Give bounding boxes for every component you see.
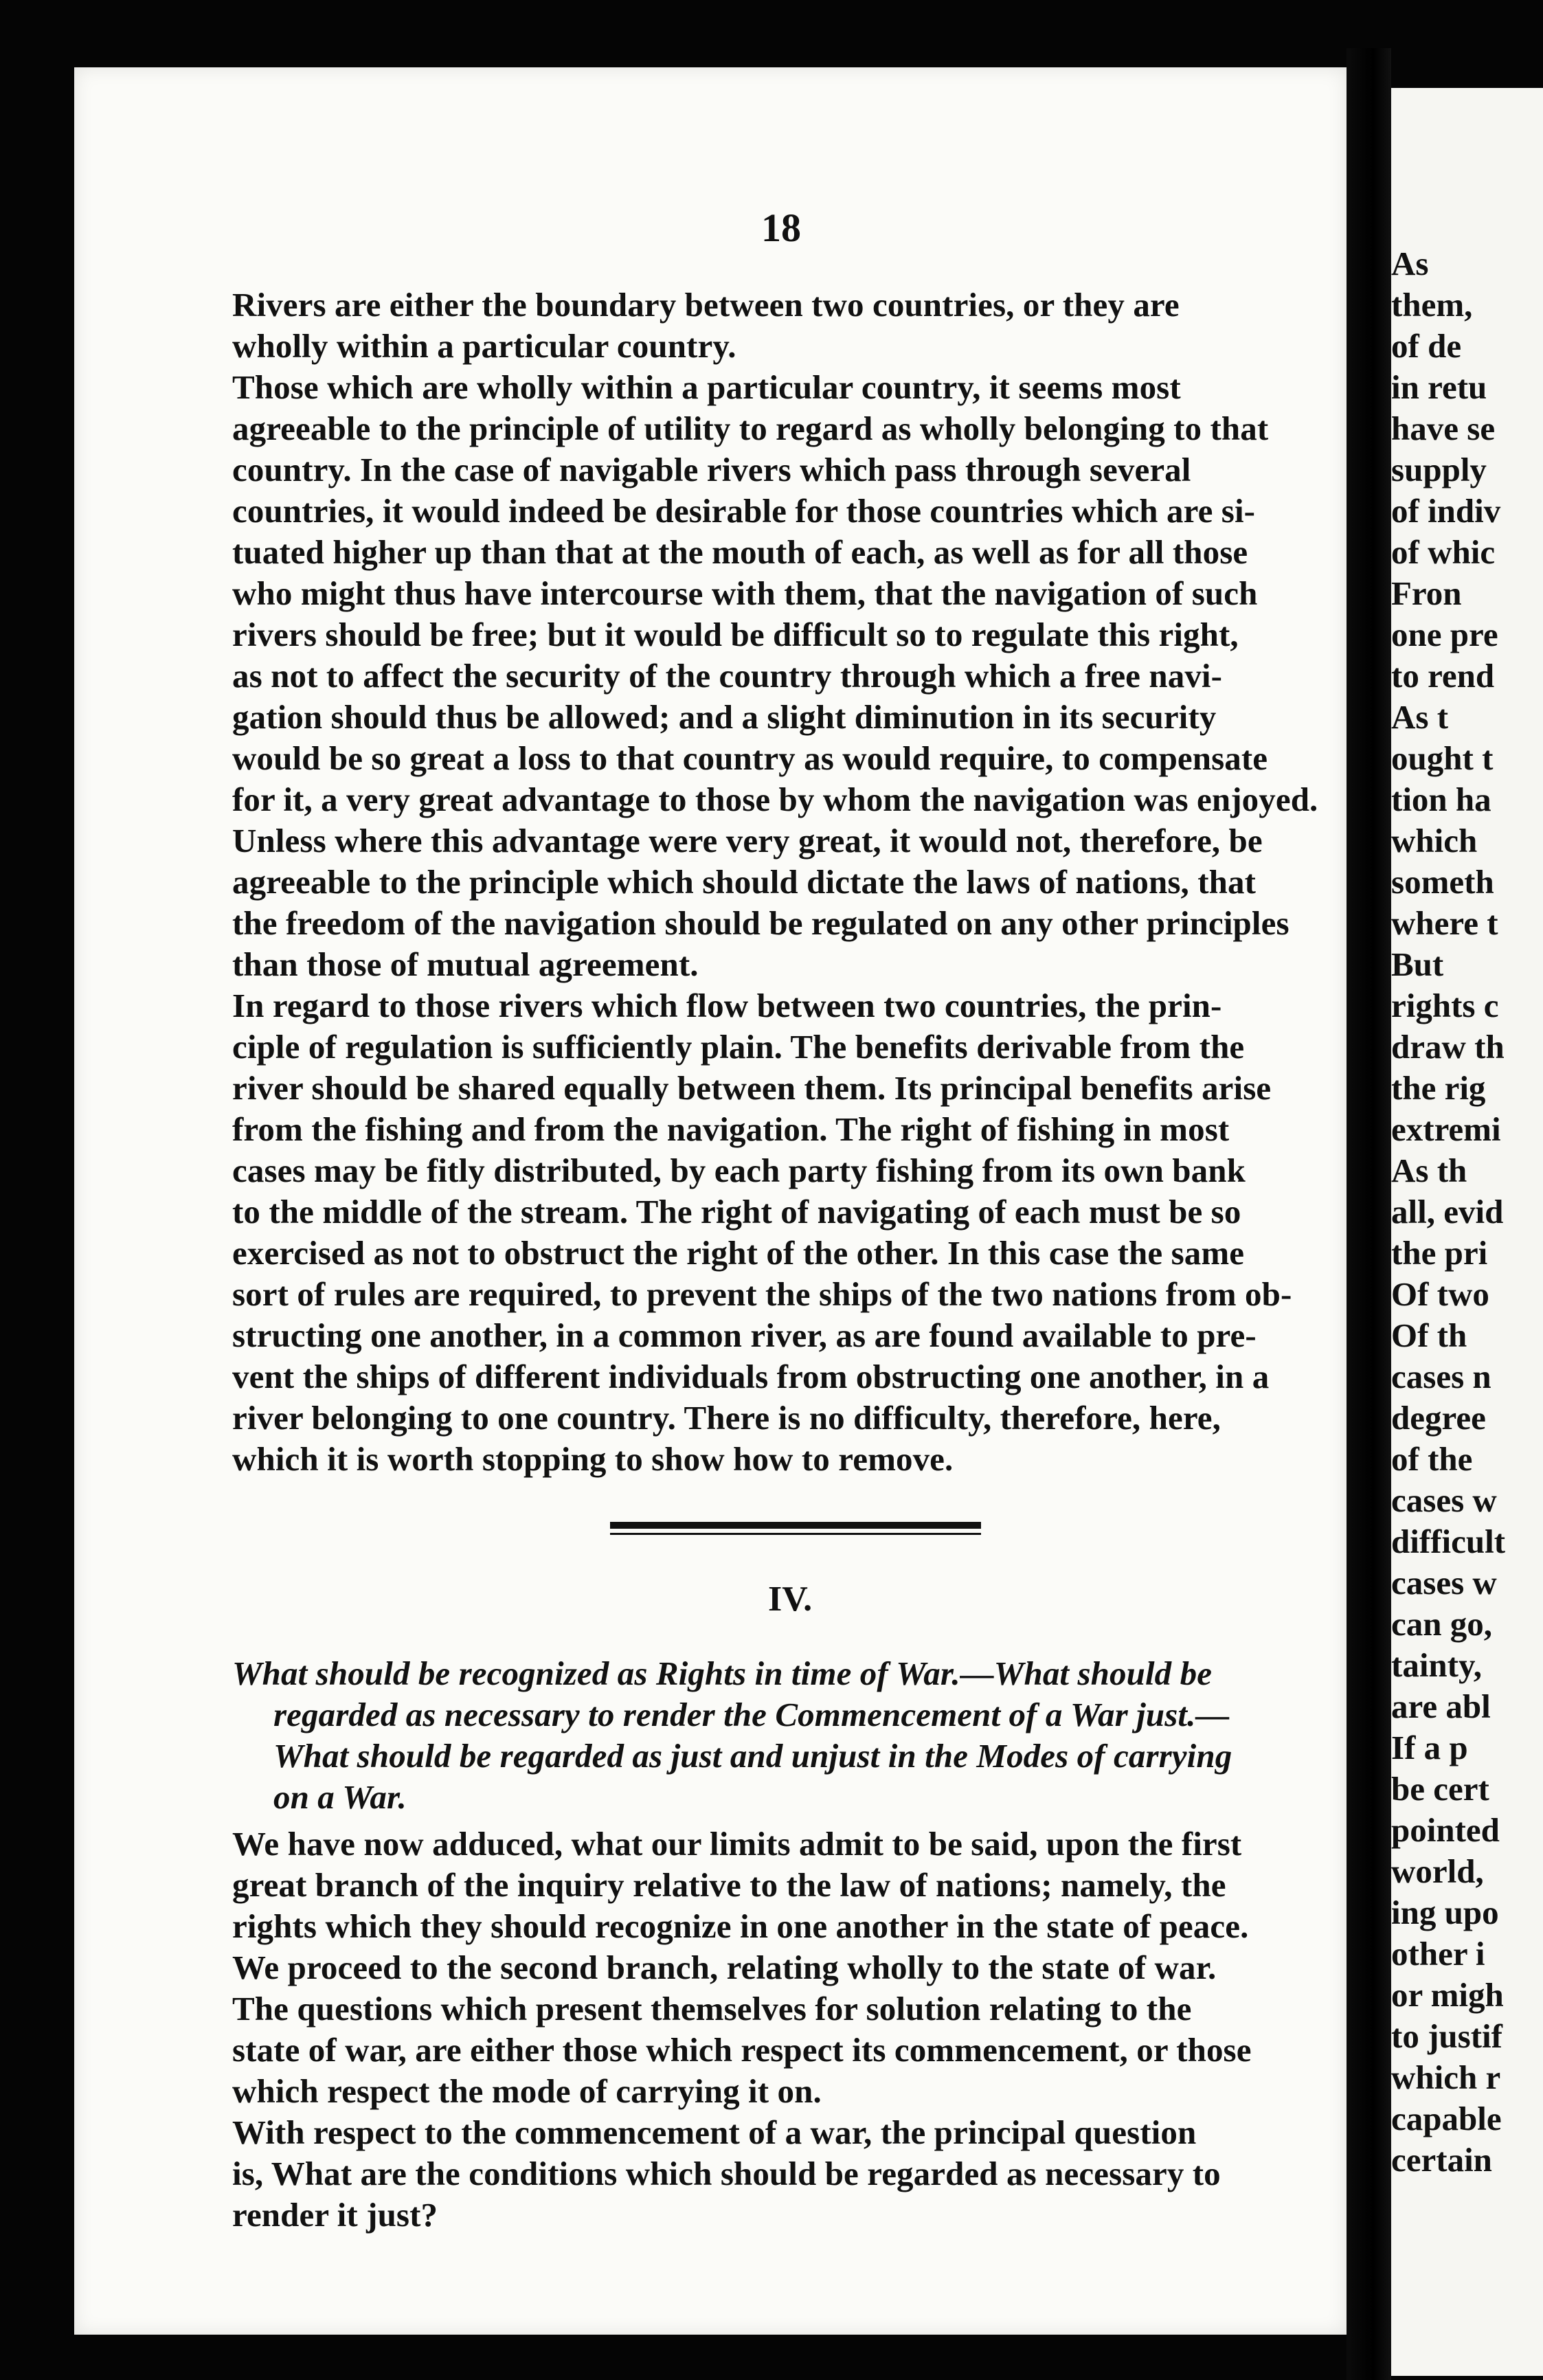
adjacent-line: are abl [1391, 1687, 1491, 1725]
adjacent-line: can go, [1391, 1605, 1492, 1643]
adjacent-line: ing upo [1391, 1894, 1499, 1931]
book-gutter [1347, 48, 1391, 2380]
section-title-line-3: What should be regarded as just and unjust in the Modes of carrying [273, 1737, 1232, 1775]
page-number: 18 [761, 205, 801, 250]
section-rule-thick [610, 1522, 981, 1529]
after-section-line-1: We have now adduced, what our limits admit to be said, upon the first [232, 1825, 1242, 1863]
body-line-11: gation should thus be allowed; and a slight diminution in its security [232, 698, 1217, 736]
body-line-17: than those of mutual agreement. [232, 945, 699, 983]
adjacent-line: to justif [1391, 2017, 1502, 2055]
adjacent-line: degree [1391, 1399, 1486, 1437]
body-line-25: sort of rules are required, to prevent the ships of the two nations from ob- [232, 1275, 1292, 1313]
adjacent-line: have se [1391, 409, 1496, 447]
body-line-29: which it is worth stopping to show how to remove. [232, 1440, 954, 1478]
adjacent-line: Of th [1391, 1316, 1467, 1354]
body-line-22: cases may be fitly distributed, by each party fishing from its own bank [232, 1152, 1246, 1189]
after-section-line-8: With respect to the commencement of a war, the principal question [232, 2113, 1197, 2151]
adjacent-line: difficult [1391, 1523, 1506, 1560]
adjacent-line: of indiv [1391, 492, 1501, 530]
body-line-28: river belonging to one country. There is no difficulty, therefore, here, [232, 1399, 1221, 1437]
body-line-14: Unless where this advantage were very great, it would not, therefore, be [232, 822, 1263, 860]
adjacent-line: all, evid [1391, 1193, 1504, 1231]
adjacent-line: of whic [1391, 533, 1496, 571]
adjacent-line: them, [1391, 286, 1473, 324]
after-section-line-10: render it just? [232, 2196, 438, 2234]
section-rule-thin [610, 1533, 981, 1535]
body-line-3: Those which are wholly within a particular country, it seems most [232, 368, 1181, 406]
body-line-5: country. In the case of navigable rivers which pass through several [232, 451, 1191, 489]
body-line-10: as not to affect the security of the country through which a free navi- [232, 657, 1223, 695]
adjacent-line: cases n [1391, 1358, 1491, 1395]
after-section-line-2: great branch of the inquiry relative to the law of nations; namely, the [232, 1866, 1226, 1904]
adjacent-line: of the [1391, 1440, 1473, 1478]
body-line-12: would be so great a loss to that country as would require, to compensate [232, 739, 1268, 777]
body-line-23: to the middle of the stream. The right of navigating of each must be so [232, 1193, 1241, 1231]
body-line-2: wholly within a particular country. [232, 327, 736, 365]
body-line-4: agreeable to the principle of utility to regard as wholly belonging to that [232, 409, 1269, 447]
adjacent-line: pointed [1391, 1811, 1500, 1849]
adjacent-line: the pri [1391, 1234, 1488, 1272]
body-line-27: vent the ships of different individuals from obstructing one another, in a [232, 1358, 1270, 1395]
body-line-9: rivers should be free; but it would be difficult so to regulate this right, [232, 616, 1239, 653]
adjacent-line: someth [1391, 863, 1494, 901]
adjacent-line: other i [1391, 1935, 1485, 1973]
adjacent-line: which [1391, 822, 1478, 860]
adjacent-line: Fron [1391, 574, 1462, 612]
adjacent-line: cases w [1391, 1481, 1497, 1519]
adjacent-line: capable [1391, 2100, 1502, 2137]
section-heading: IV. [768, 1580, 813, 1619]
adjacent-line: the rig [1391, 1069, 1486, 1107]
adjacent-line: world, [1391, 1852, 1484, 1890]
body-line-15: agreeable to the principle which should dictate the laws of nations, that [232, 863, 1257, 901]
body-line-13: for it, a very great advantage to those by whom the navigation was enjoyed. [232, 781, 1318, 818]
after-section-line-5: The questions which present themselves for solution relating to the [232, 1990, 1192, 2028]
adjacent-line: tion ha [1391, 781, 1491, 818]
after-section-line-7: which respect the mode of carrying it on. [232, 2072, 822, 2110]
body-line-20: river should be shared equally between them. Its principal benefits arise [232, 1069, 1272, 1107]
body-line-6: countries, it would indeed be desirable for those countries which are si- [232, 492, 1256, 530]
adjacent-line: tainty, [1391, 1646, 1483, 1684]
body-line-16: the freedom of the navigation should be regulated on any other principles [232, 904, 1289, 942]
body-line-7: tuated higher up than that at the mouth of each, as well as for all those [232, 533, 1248, 571]
adjacent-line: of de [1391, 327, 1462, 365]
after-section-line-9: is, What are the conditions which should be regarded as necessary to [232, 2155, 1221, 2192]
adjacent-line: If a p [1391, 1729, 1468, 1766]
adjacent-line: But [1391, 945, 1444, 983]
adjacent-line: As t [1391, 698, 1449, 736]
body-line-18: In regard to those rivers which flow between two countries, the prin- [232, 987, 1222, 1024]
book-page [74, 67, 1347, 2335]
adjacent-line: ought t [1391, 739, 1494, 777]
adjacent-page-fragment [1391, 88, 1543, 2376]
body-line-24: exercised as not to obstruct the right of the other. In this case the same [232, 1234, 1245, 1272]
adjacent-line: cases w [1391, 1564, 1497, 1602]
body-line-26: structing one another, in a common river, as are found available to pre- [232, 1316, 1257, 1354]
adjacent-line: Of two [1391, 1275, 1489, 1313]
adjacent-line: supply [1391, 451, 1487, 489]
after-section-line-4: We proceed to the second branch, relating wholly to the state of war. [232, 1949, 1217, 1986]
adjacent-line: draw th [1391, 1028, 1505, 1066]
section-title-line-1: What should be recognized as Rights in time of War.—What should be [232, 1654, 1213, 1692]
adjacent-line: As th [1391, 1152, 1467, 1189]
adjacent-line: or migh [1391, 1976, 1504, 2014]
adjacent-line: one pre [1391, 616, 1498, 653]
adjacent-line: in retu [1391, 368, 1487, 406]
adjacent-line: extremi [1391, 1110, 1501, 1148]
after-section-line-3: rights which they should recognize in one another in the state of peace. [232, 1907, 1249, 1945]
adjacent-line: certain [1391, 2141, 1492, 2179]
adjacent-line: rights c [1391, 987, 1499, 1024]
body-line-21: from the fishing and from the navigation. The right of fishing in most [232, 1110, 1230, 1148]
adjacent-line: As [1391, 245, 1429, 282]
body-line-8: who might thus have intercourse with them, that the navigation of such [232, 574, 1258, 612]
body-line-19: ciple of regulation is sufficiently plain. The benefits derivable from the [232, 1028, 1245, 1066]
after-section-line-6: state of war, are either those which respect its commencement, or those [232, 2031, 1252, 2069]
adjacent-line: to rend [1391, 657, 1495, 695]
section-title-line-2: regarded as necessary to render the Commencement of a War just.— [273, 1696, 1230, 1733]
body-line-1: Rivers are either the boundary between two countries, or they are [232, 286, 1180, 324]
adjacent-line: where t [1391, 904, 1498, 942]
section-title-line-4: on a War. [273, 1778, 407, 1816]
adjacent-line: be cert [1391, 1770, 1489, 1808]
adjacent-line: which r [1391, 2058, 1501, 2096]
